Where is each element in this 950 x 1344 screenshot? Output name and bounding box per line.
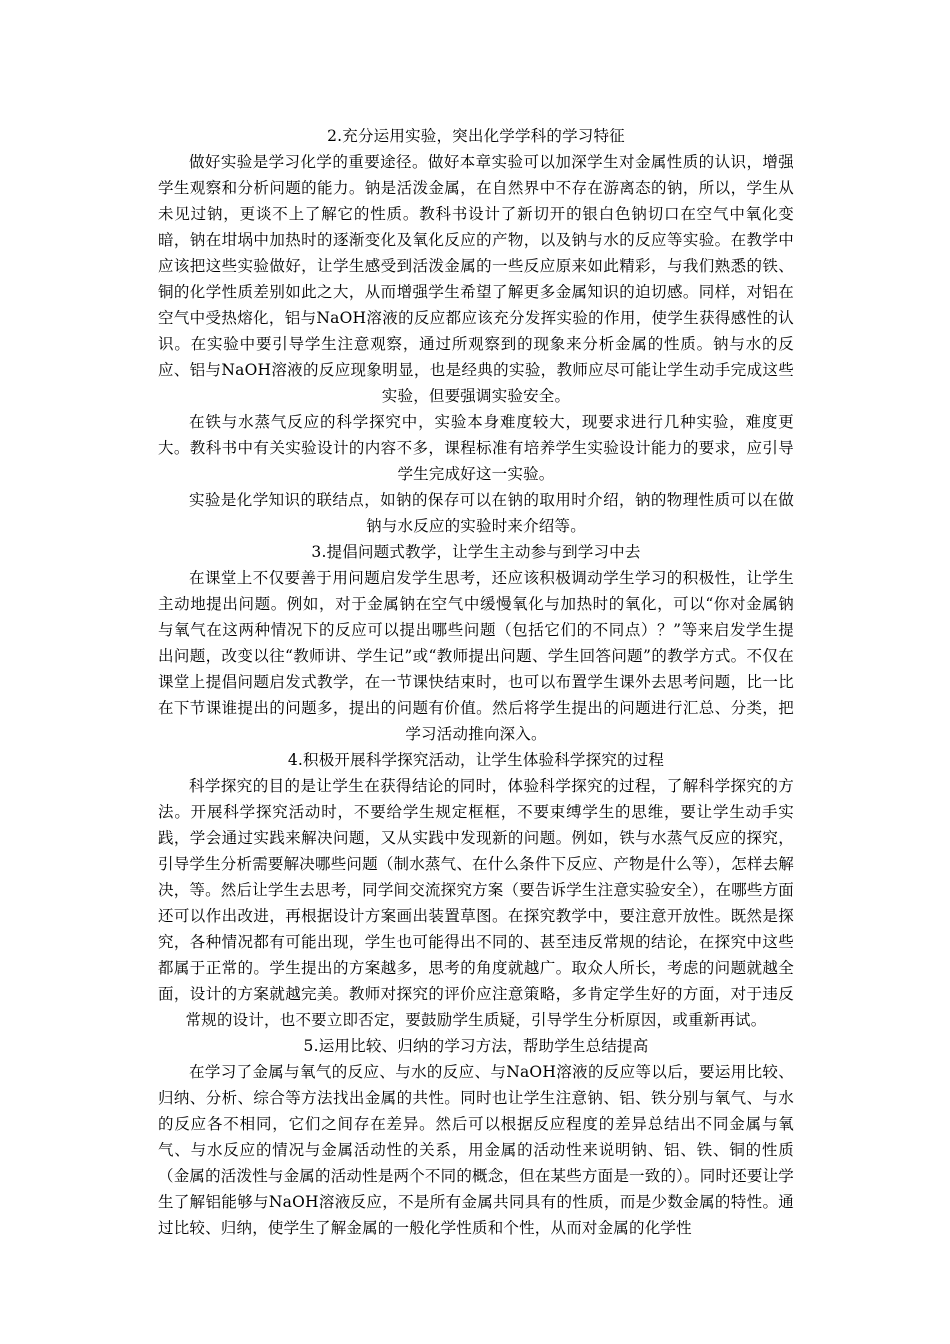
paragraph-knowledge-link: 实验是化学知识的联结点，如钠的保存可以在钠的取用时介绍，钠的物理性质可以在做钠与水反应的实验时来介绍等。 bbox=[189, 491, 794, 535]
paragraph-experiments: 做好实验是学习化学的重要途径。做好本章实验可以加深学生对金属性质的认识，增强学生观察和分析问题的能力。钠是活泼金属，在自然界中不存在游离态的钠，所以，学生从未见过钠，更谈不上了解它的性质。教科书设计了新切开的银白色钠切口在空气中氧化变暗，钠在坩埚中加热时的逐渐变化及氧化反应的产物，以及钠与水的反应等实验。在教学中应该把这些实验做好，让学生感受到活泼金属的一些反应原来如此精彩，与我们熟悉的铁、铜的化学性质差别如此之大，从而增强学生希望了解更多金属知识的迫切感。同样，对铝在空气中受热熔化，铝与NaOH溶液的反应都应该充分发挥实验的作用，使学生获得感性的认识。在实验中要引导学生注意观察，通过所观察到的现象来分析金属的性质。钠与水的反应、铝与NaOH溶液的反应现象明显，也是经典的实验，教师应尽可能让学生动手完成这些实验，但要强调实验安全。 bbox=[158, 153, 794, 405]
section-heading-5: 5.运用比较、归纳的学习方法，帮助学生总结提高 bbox=[303, 1037, 649, 1055]
document-page bbox=[158, 123, 794, 1241]
paragraph-iron-steam: 在铁与水蒸气反应的科学探究中，实验本身难度较大，现要求进行几种实验，难度更大。教科书中有关实验设计的内容不多，课程标准有培养学生实验设计能力的要求，应引导学生完成好这一实验。 bbox=[158, 413, 794, 483]
section-heading-3: 3.提倡问题式教学，让学生主动参与到学习中去 bbox=[311, 543, 641, 561]
paragraph-comparison: 在学习了金属与氧气的反应、与水的反应、与NaOH溶液的反应等以后，要运用比较、归纳、分析、综合等方法找出金属的共性。同时也让学生注意钠、铝、铁分别与氧气、与水的反应各不相同，它们之间存在差异。然后可以根据反应程度的差异总结出不同金属与氧气、与水反应的情况与金属活动性的关系，用金属的活动性来说明钠、铝、铁、铜的性质（金属的活泼性与金属的活动性是两个不同的概念，但在某些方面是一致的）。同时还要让学生了解铝能够与NaOH溶液反应，不是所有金属共同具有的性质，而是少数金属的特性。通过比较、归纳，使学生了解金属的一般化学性质和个性，从而对金属的化学性 bbox=[158, 1063, 794, 1237]
paragraph-question-teaching: 在课堂上不仅要善于用问题启发学生思考，还应该积极调动学生学习的积极性，让学生主动地提出问题。例如，对于金属钠在空气中缓慢氧化与加热时的氧化，可以“你对金属钠与氧气在这两种情况下的反应可以提出哪些问题（包括它们的不同点）？”等来启发学生提出问题，改变以往“教师讲、学生记”或“教师提出问题、学生回答问题”的教学方式。不仅在课堂上提倡问题启发式教学，在一节课快结束时，也可以布置学生课外去思考问题，比一比在下节课谁提出的问题多，提出的问题有价值。然后将学生提出的问题进行汇总、分类，把学习活动推向深入。 bbox=[158, 569, 794, 743]
section-heading-2: 2.充分运用实验，突出化学学科的学习特征 bbox=[327, 127, 625, 145]
section-heading-4: 4.积极开展科学探究活动，让学生体验科学探究的过程 bbox=[287, 751, 665, 769]
paragraph-inquiry: 科学探究的目的是让学生在获得结论的同时，体验科学探究的过程，了解科学探究的方法。开展科学探究活动时，不要给学生规定框框，不要束缚学生的思维，要让学生动手实践，学会通过实践来解决问题，又从实践中发现新的问题。例如，铁与水蒸气反应的探究，引导学生分析需要解决哪些问题（制水蒸气、在什么条件下反应、产物是什么等），怎样去解决，等。然后让学生去思考，同学间交流探究方案（要告诉学生注意实验安全），在哪些方面还可以作出改进，再根据设计方案画出装置草图。在探究教学中，要注意开放性。既然是探究，各种情况都有可能出现，学生也可能得出不同的、甚至违反常规的结论，在探究中这些都属于正常的。学生提出的方案越多，思考的角度就越广。取众人所长，考虑的问题就越全面，设计的方案就越完美。教师对探究的评价应注意策略，多肯定学生好的方面，对于违反常规的设计，也不要立即否定，要鼓励学生质疑，引导学生分析原因，或重新再试。 bbox=[158, 777, 794, 1029]
